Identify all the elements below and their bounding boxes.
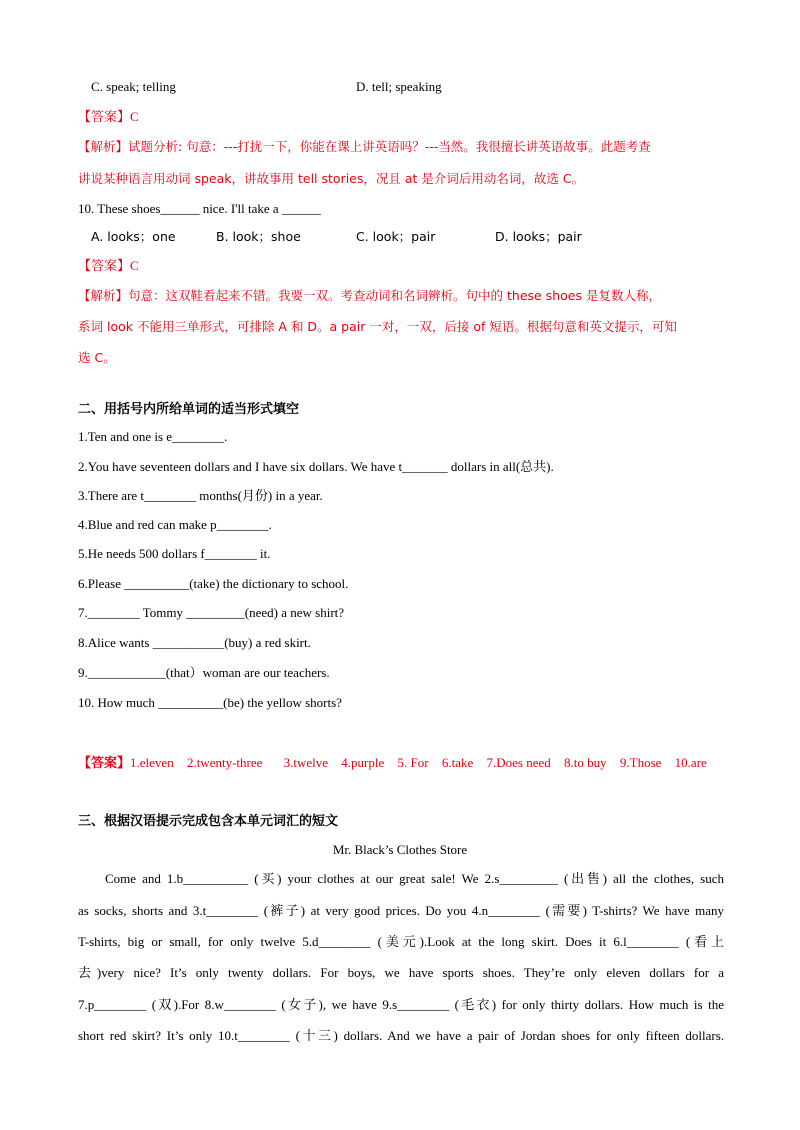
fill-item-3: 3.There are t________ months(月份) in a year. (78, 488, 323, 503)
section-2-answers (78, 754, 707, 773)
answer-2: 2.twenty-three (186, 755, 263, 770)
question-10-stem: 10. These shoes______ nice. I'll take a ______ (78, 201, 321, 216)
option-d: D. tell; speaking (356, 79, 442, 94)
answer-8: 8.to buy (564, 755, 607, 770)
answer-9: 9.Those (619, 755, 662, 770)
answer-tag: 【答案】 (78, 110, 131, 125)
fill-item-2: 2.You have seventeen dollars and I have six dollars. We have t_______ dollars in all(总共). (78, 459, 554, 474)
passage-line-3: T-shirts, big or small, for only twelve 5.d________ (美元).Look at the long skirt. Does it 6.l________ (看上 (78, 934, 724, 949)
answer-1: 1.eleven (130, 755, 174, 770)
passage-line-2: as socks, shorts and 3.t________ (裤子) at very good prices. Do you 4.n________ (需要) T-shirts? We have many (78, 903, 724, 918)
q10-analysis-line-2: 系词 look 不能用三单形式，可排除 A 和 D。a pair 一对，一双，后接 of 短语。根据句意和英文提示，可知 (78, 319, 677, 334)
analysis-line-2: 讲说某种语言用动词 speak，讲故事用 tell stories，况且 at 是介词后用动名词，故选 C。 (78, 171, 585, 186)
fill-item-6: 6.Please __________(take) the dictionary to school. (78, 576, 349, 591)
passage-title: Mr. Black’s Clothes Store (332, 842, 468, 857)
answer-6: 6.take (441, 755, 474, 770)
analysis-line-1 (78, 138, 651, 156)
passage-line-4: 去)very nice? It’s only twenty dollars. For boys, we have sports shoes. They’re only eleven dollars for a (78, 965, 724, 980)
answer-line (78, 108, 139, 127)
q10-option-b: B. look；shoe (216, 229, 301, 244)
fill-item-1: 1.Ten and one is e________. (78, 429, 228, 444)
answer-10: 10.are (674, 755, 707, 770)
passage-line-5: 7.p________ (双).For 8.w________ (女子), we have 9.s________ (毛衣) for only thirty dollars. How much is the (78, 997, 724, 1012)
fill-item-8: 8.Alice wants ___________(buy) a red skirt. (78, 635, 311, 650)
answer-value: C (130, 109, 139, 124)
answer-tag: 【答案】 (78, 756, 131, 771)
fill-item-9: 9.____________(that）woman are our teachers. (78, 665, 330, 680)
analysis-tag: 【解析】 (78, 139, 129, 154)
q10-analysis-line-1 (78, 287, 661, 305)
option-c: C. speak; telling (91, 79, 176, 94)
section-3-title: 三、根据汉语提示完成包含本单元词汇的短文 (78, 814, 339, 829)
passage-line-1: Come and 1.b__________ (买) your clothes at our great sale! We 2.s_________ (出售) all the clothes, such (105, 871, 724, 886)
q10-answer-line (78, 257, 139, 276)
q10-analysis-line-3: 选 C。 (78, 350, 116, 365)
q10-option-d: D. looks；pair (495, 229, 582, 244)
q10-option-c: C. look；pair (356, 229, 436, 244)
fill-item-10: 10. How much __________(be) the yellow shorts? (78, 695, 342, 710)
answer-tag: 【答案】 (78, 259, 131, 274)
fill-item-4: 4.Blue and red can make p________. (78, 517, 272, 532)
answer-3: 3.twelve (283, 755, 329, 770)
answer-7: 7.Does need (486, 755, 551, 770)
answer-value: C (130, 258, 139, 273)
answer-5: 5. For (397, 755, 429, 770)
answer-4: 4.purple (341, 755, 385, 770)
analysis-text: 句意：这双鞋看起来不错。我要一双。考查动词和名词辨析。句中的 these shoes 是复数人称， (128, 288, 661, 303)
fill-item-7: 7.________ Tommy _________(need) a new shirt? (78, 605, 345, 620)
analysis-tag: 【解析】 (78, 288, 129, 303)
analysis-text: 试题分析: 句意：---打扰一下，你能在课上讲英语吗？---当然。我很擅长讲英语故事。此题考查 (128, 139, 651, 154)
passage-line-6: short red skirt? It’s only 10.t________ (十三) dollars. And we have a pair of Jordan shoes for only fifteen dollars. (78, 1028, 724, 1043)
q10-option-a: A. looks；one (91, 229, 176, 244)
fill-item-5: 5.He needs 500 dollars f________ it. (78, 546, 271, 561)
section-2-title: 二、用括号内所给单词的适当形式填空 (78, 402, 300, 417)
